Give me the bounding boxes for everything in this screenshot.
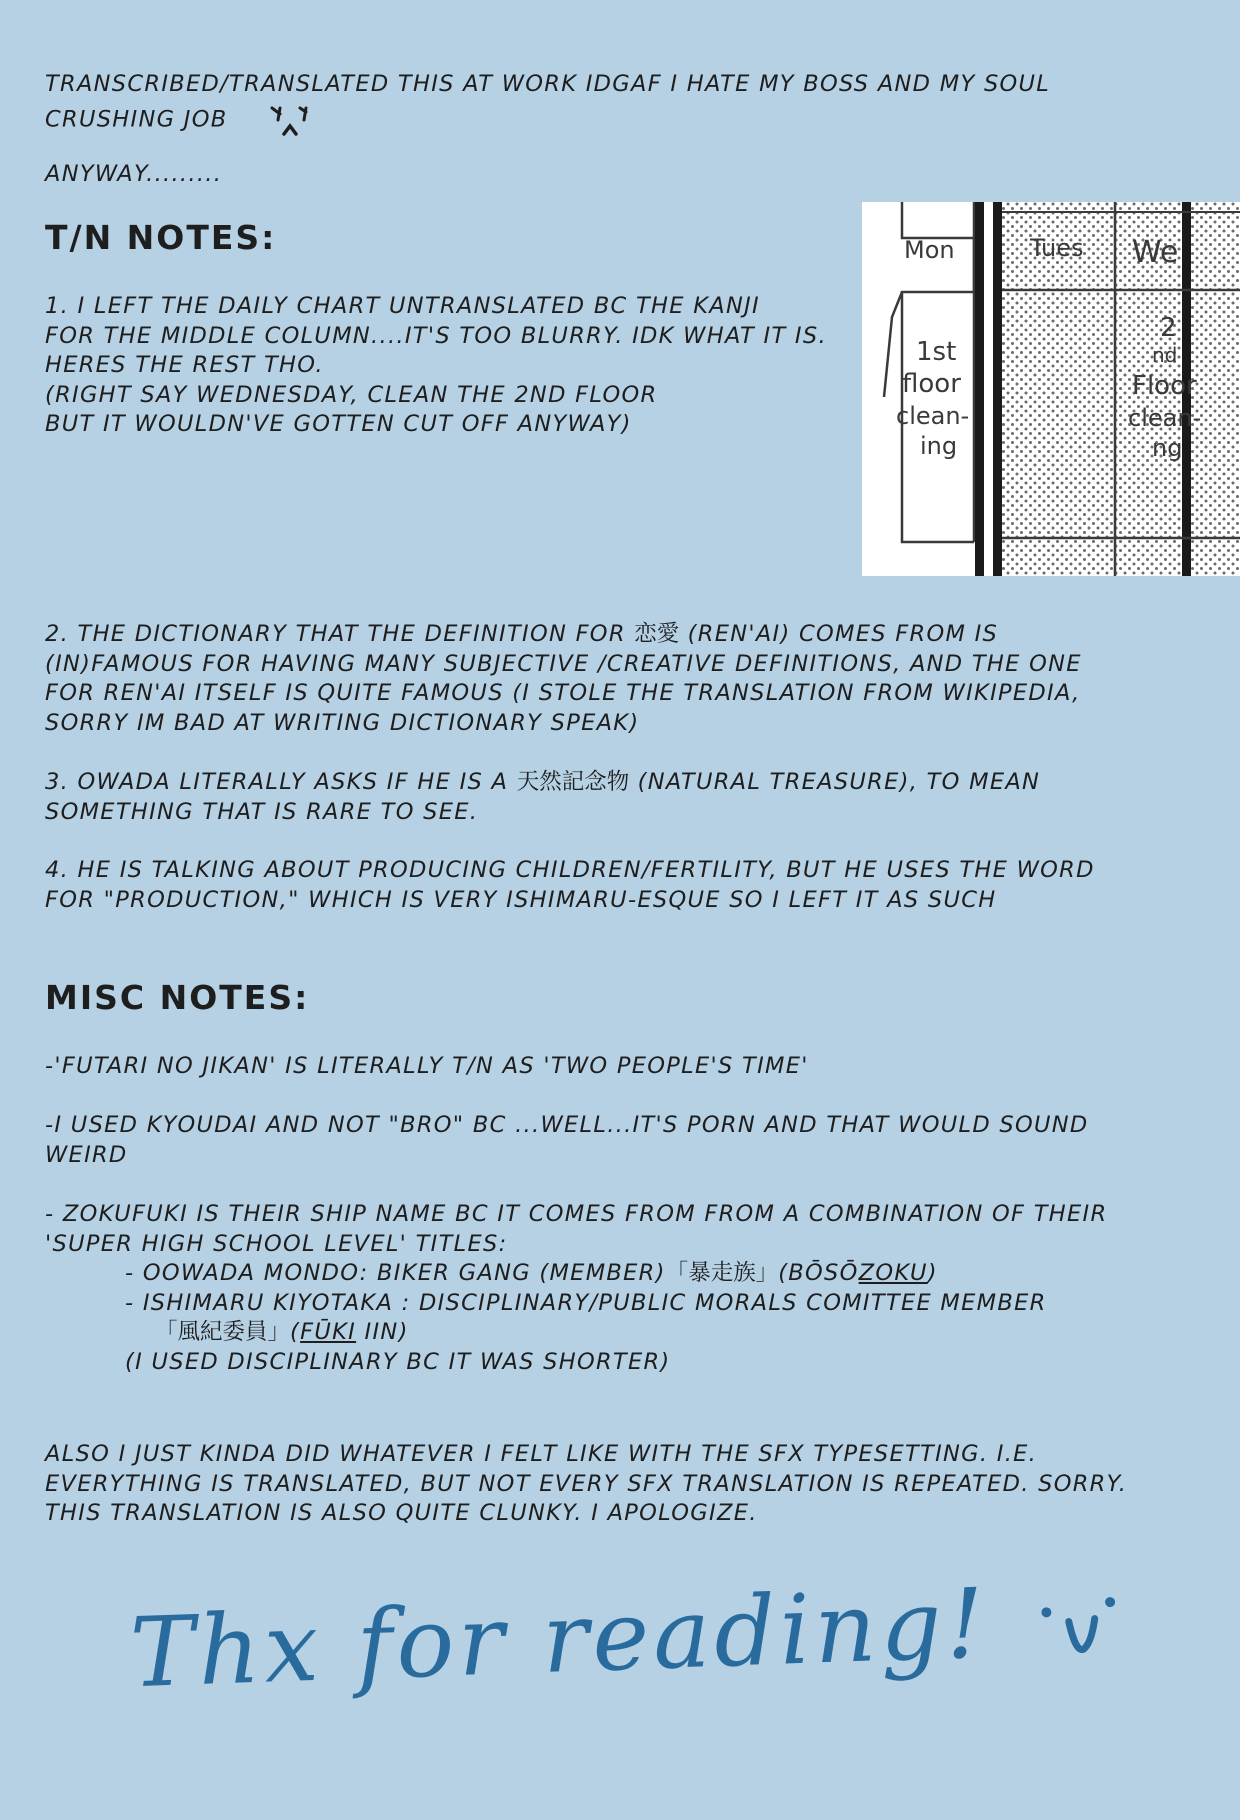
- chart-label-tues: Tues: [1030, 234, 1084, 262]
- misc-item-2-line: WEIRD: [45, 1141, 128, 1168]
- tn-note-3-line: SOMETHING THAT IS RARE TO SEE.: [45, 798, 479, 825]
- chart-first-floor-3: clean-: [896, 402, 970, 430]
- closing-line: ALSO I JUST KINDA DID WHATEVER I FELT LIKE WITH THE SFX TYPESETTING. I.E.: [45, 1441, 1038, 1467]
- misc-item-1: -'FUTARI NO JIKAN' IS LITERALLY T/N AS 'TWO PEOPLE'S TIME': [45, 1053, 809, 1079]
- tn-note-1-line: 1. I LEFT THE DAILY CHART UNTRANSLATED BC THE KANJI: [45, 293, 760, 319]
- tn-note-1-line: HERES THE REST THO.: [45, 352, 324, 378]
- misc-notes-heading: MISC NOTES:: [45, 978, 310, 1017]
- oowada-title-line: - OOWADA MONDO: BIKER GANG (MEMBER)「暴走族」(BŌSŌZOKU): [125, 1260, 938, 1286]
- intro-line-2: CRUSHING JOB: [45, 100, 1050, 140]
- daily-chart-image: [862, 202, 1240, 576]
- tn-note-4-line: 4. HE IS TALKING ABOUT PRODUCING CHILDREN/FERTILITY, BUT HE USES THE WORD: [45, 857, 1095, 883]
- chart-first-floor-2: floor: [902, 369, 961, 399]
- disciplinary-note-line: (I USED DISCIPLINARY BC IT WAS SHORTER): [125, 1348, 671, 1375]
- tn-note-3: [45, 768, 1040, 827]
- daily-chart-drawing: [862, 202, 1240, 576]
- chart-second-floor-5: ng: [1152, 434, 1183, 462]
- chart-second-floor-1: 2: [1160, 313, 1177, 343]
- chart-first-floor-1: 1st: [916, 337, 957, 367]
- closing-line: THIS TRANSLATION IS ALSO QUITE CLUNKY. I APOLOGIZE.: [45, 1500, 758, 1526]
- crying-face-icon: [266, 100, 326, 140]
- misc-item-2-line: -I USED KYOUDAI AND NOT "BRO" BC ...WELL...IT'S PORN AND THAT WOULD SOUND: [45, 1112, 1089, 1138]
- chart-second-floor-2: nd: [1152, 343, 1178, 367]
- tn-note-4-line: FOR "PRODUCTION," WHICH IS VERY ISHIMARU-ESQUE SO I LEFT IT AS SUCH: [45, 886, 997, 913]
- tn-note-1-line: (RIGHT SAY WEDNESDAY, CLEAN THE 2ND FLOOR: [45, 381, 658, 408]
- misc-item-3-line: 'SUPER HIGH SCHOOL LEVEL' TITLES:: [45, 1230, 508, 1257]
- ishimaru-title-line: - ISHIMARU KIYOTAKA : DISCIPLINARY/PUBLIC MORALS COMITTEE MEMBER: [125, 1289, 1047, 1316]
- misc-item-2: [45, 1111, 1089, 1170]
- tn-note-1-line: FOR THE MIDDLE COLUMN....IT'S TOO BLURRY. IDK WHAT IT IS.: [45, 322, 827, 349]
- closing-note: [45, 1440, 1127, 1529]
- chart-first-floor-4: ing: [920, 432, 958, 460]
- intro-text: [45, 70, 1050, 140]
- closing-line: EVERYTHING IS TRANSLATED, BUT NOT EVERY SFX TRANSLATION IS REPEATED. SORRY.: [45, 1470, 1128, 1497]
- renai-kanji: 恋愛: [634, 621, 680, 647]
- misc-item-3-line: - ZOKUFUKI IS THEIR SHIP NAME BC IT COMES FROM FROM A COMBINATION OF THEIR: [45, 1201, 1108, 1227]
- tn-note-2-line: (IN)FAMOUS FOR HAVING MANY SUBJECTIVE /CREATIVE DEFINITIONS, AND THE ONE: [45, 650, 1082, 677]
- smiley-face-icon: [1032, 1592, 1124, 1665]
- chart-label-wed: We: [1132, 235, 1179, 270]
- tn-note-1: [45, 292, 827, 440]
- natural-treasure-kanji: 天然記念物: [516, 769, 630, 795]
- tn-note-2-line: FOR REN'AI ITSELF IS QUITE FAMOUS (I STOLE THE TRANSLATION FROM WIKIPEDIA,: [45, 680, 1081, 706]
- tn-note-2-line: SORRY IM BAD AT WRITING DICTIONARY SPEAK): [45, 709, 640, 736]
- misc-item-3: [45, 1200, 1107, 1377]
- tn-note-1-line: BUT IT WOULDN'VE GOTTEN CUT OFF ANYWAY): [45, 411, 632, 437]
- tn-note-2-line: 2. THE DICTIONARY THAT THE DEFINITION FOR 恋愛 (REN'AI) COMES FROM IS: [45, 621, 999, 647]
- tn-note-4: [45, 856, 1095, 915]
- chart-label-mon: Mon: [904, 236, 955, 264]
- chart-second-floor-3: Floor: [1132, 371, 1197, 401]
- chart-second-floor-4: clean-: [1128, 404, 1202, 432]
- intro-line-1: TRANSCRIBED/TRANSLATED THIS AT WORK IDGAF I HATE MY BOSS AND MY SOUL: [45, 71, 1051, 97]
- tn-note-2: [45, 620, 1082, 738]
- ishimaru-title-jp-line: 「風紀委員」(FŪKI IIN): [155, 1319, 409, 1345]
- tn-note-3-line: 3. OWADA LITERALLY ASKS IF HE IS A 天然記念物 (NATURAL TREASURE), TO MEAN: [45, 769, 1041, 795]
- thanks-for-reading-signoff: Thx for reading!: [128, 1563, 1124, 1710]
- anyway-text: ANYWAY.........: [45, 161, 223, 187]
- tn-notes-heading: T/N NOTES:: [45, 218, 277, 257]
